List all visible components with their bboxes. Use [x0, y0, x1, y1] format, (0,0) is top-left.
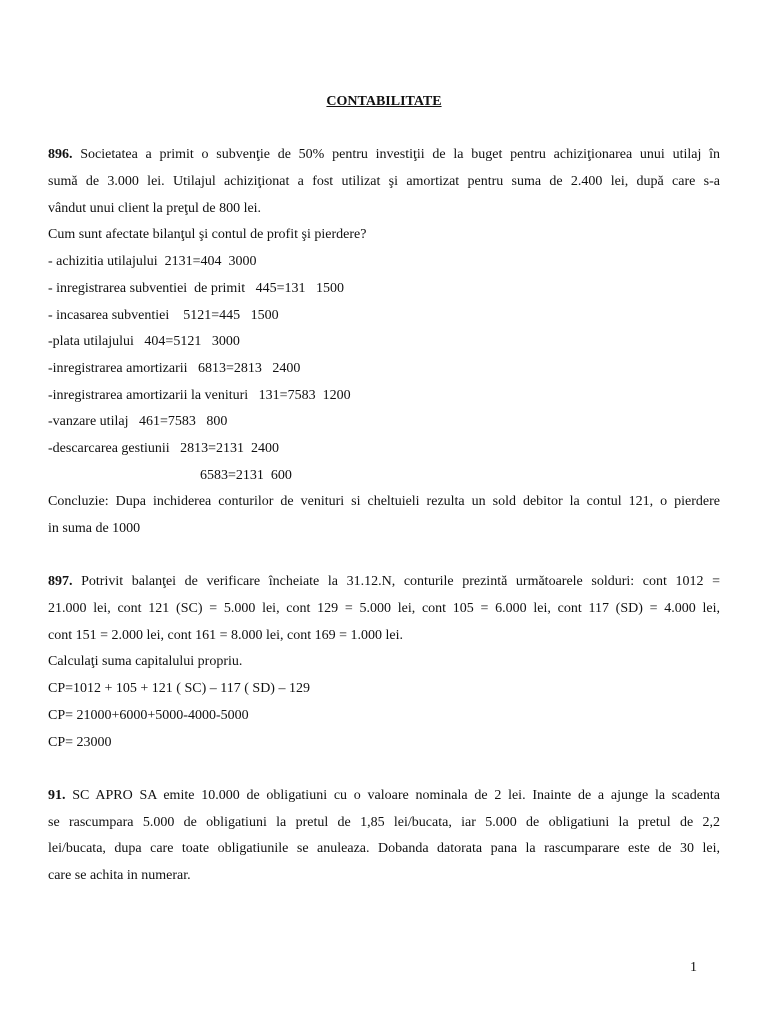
problem-text-line [48, 783, 720, 810]
accounting-entry: -descarcarea gestiunii 2813=2131 2400 [48, 440, 280, 456]
page-number: 1 [690, 960, 697, 975]
solution-line: CP=1012 + 105 + 121 ( SC) – 117 ( SD) – 129 [48, 681, 310, 697]
problem-question: Cum sunt afectate bilanţul şi contul de profit şi pierdere? [48, 227, 367, 243]
accounting-entry: - achizitia utilajului 2131=404 3000 [48, 254, 257, 270]
problem-text-line: se rascumpara 5.000 de obligatiuni la pretul de 1,85 lei/bucata, iar 5.000 de obligatiuni la pretul de 2,2 [48, 814, 720, 830]
problem-896 [48, 142, 720, 542]
accounting-entry-continuation: 6583=2131 600 [200, 467, 292, 483]
accounting-entry: -vanzare utilaj 461=7583 800 [48, 414, 228, 430]
blank-line [48, 543, 720, 570]
problem-91 [48, 783, 720, 890]
problem-text-line: 21.000 lei, cont 121 (SC) = 5.000 lei, cont 129 = 5.000 lei, cont 105 = 6.000 lei, cont 117 (SD) = 4.000 lei, [48, 601, 720, 617]
blank-line [48, 756, 720, 783]
accounting-entry: - incasarea subventiei 5121=445 1500 [48, 307, 279, 323]
page-content [48, 89, 720, 890]
accounting-entry: -inregistrarea amortizarii la venituri 131=7583 1200 [48, 387, 351, 403]
accounting-entry: -inregistrarea amortizarii 6813=2813 2400 [48, 360, 301, 376]
problem-text: SC APRO SA emite 10.000 de obligatiuni cu o valoare nominala de 2 lei. Inainte de a ajunge la scadenta [72, 787, 721, 803]
conclusion-line: in suma de 1000 [48, 521, 141, 536]
problem-number: 896. [48, 147, 73, 163]
solution-line: CP= 21000+6000+5000-4000-5000 [48, 707, 249, 723]
solution-line: CP= 23000 [48, 734, 112, 750]
problem-text-line: vândut unui client la preţul de 800 lei. [48, 200, 262, 216]
problem-text: Potrivit balanţei de verificare încheiate la 31.12.N, conturile prezintă următoarele solduri: cont 1012 = [81, 574, 721, 590]
conclusion-line: Concluzie: Dupa inchiderea conturilor de venituri si cheltuieli rezulta un sold debitor la contul 121, o pierdere [48, 494, 720, 510]
problem-text-line: sumă de 3.000 lei. Utilajul achiziţionat a fost utilizat şi amortizat pentru suma de 2.400 lei, după care s-a [48, 174, 720, 190]
accounting-entry: - inregistrarea subventiei de primit 445=131 1500 [48, 280, 344, 296]
problem-text-line: cont 151 = 2.000 lei, cont 161 = 8.000 lei, cont 169 = 1.000 lei. [48, 627, 403, 643]
problem-text: Societatea a primit o subvenţie de 50% pentru investiţii de la buget pentru achiziţionarea unui utilaj în [80, 147, 720, 163]
problem-number: 91. [48, 787, 66, 803]
problem-text-line [48, 569, 720, 596]
problem-text-line: lei/bucata, dupa care toate obligatiunile se anuleaza. Dobanda datorata pana la rascumparare este de 30 lei, [48, 841, 720, 857]
page-title: CONTABILITATE [326, 94, 442, 109]
problem-question: Calculaţi suma capitalului propriu. [48, 654, 243, 670]
problem-number: 897. [48, 574, 73, 590]
problem-text-line [48, 142, 720, 169]
accounting-entry: -plata utilajului 404=5121 3000 [48, 334, 240, 350]
blank-line [48, 116, 720, 143]
problem-text-line: care se achita in numerar. [48, 867, 191, 883]
problem-897 [48, 569, 720, 756]
